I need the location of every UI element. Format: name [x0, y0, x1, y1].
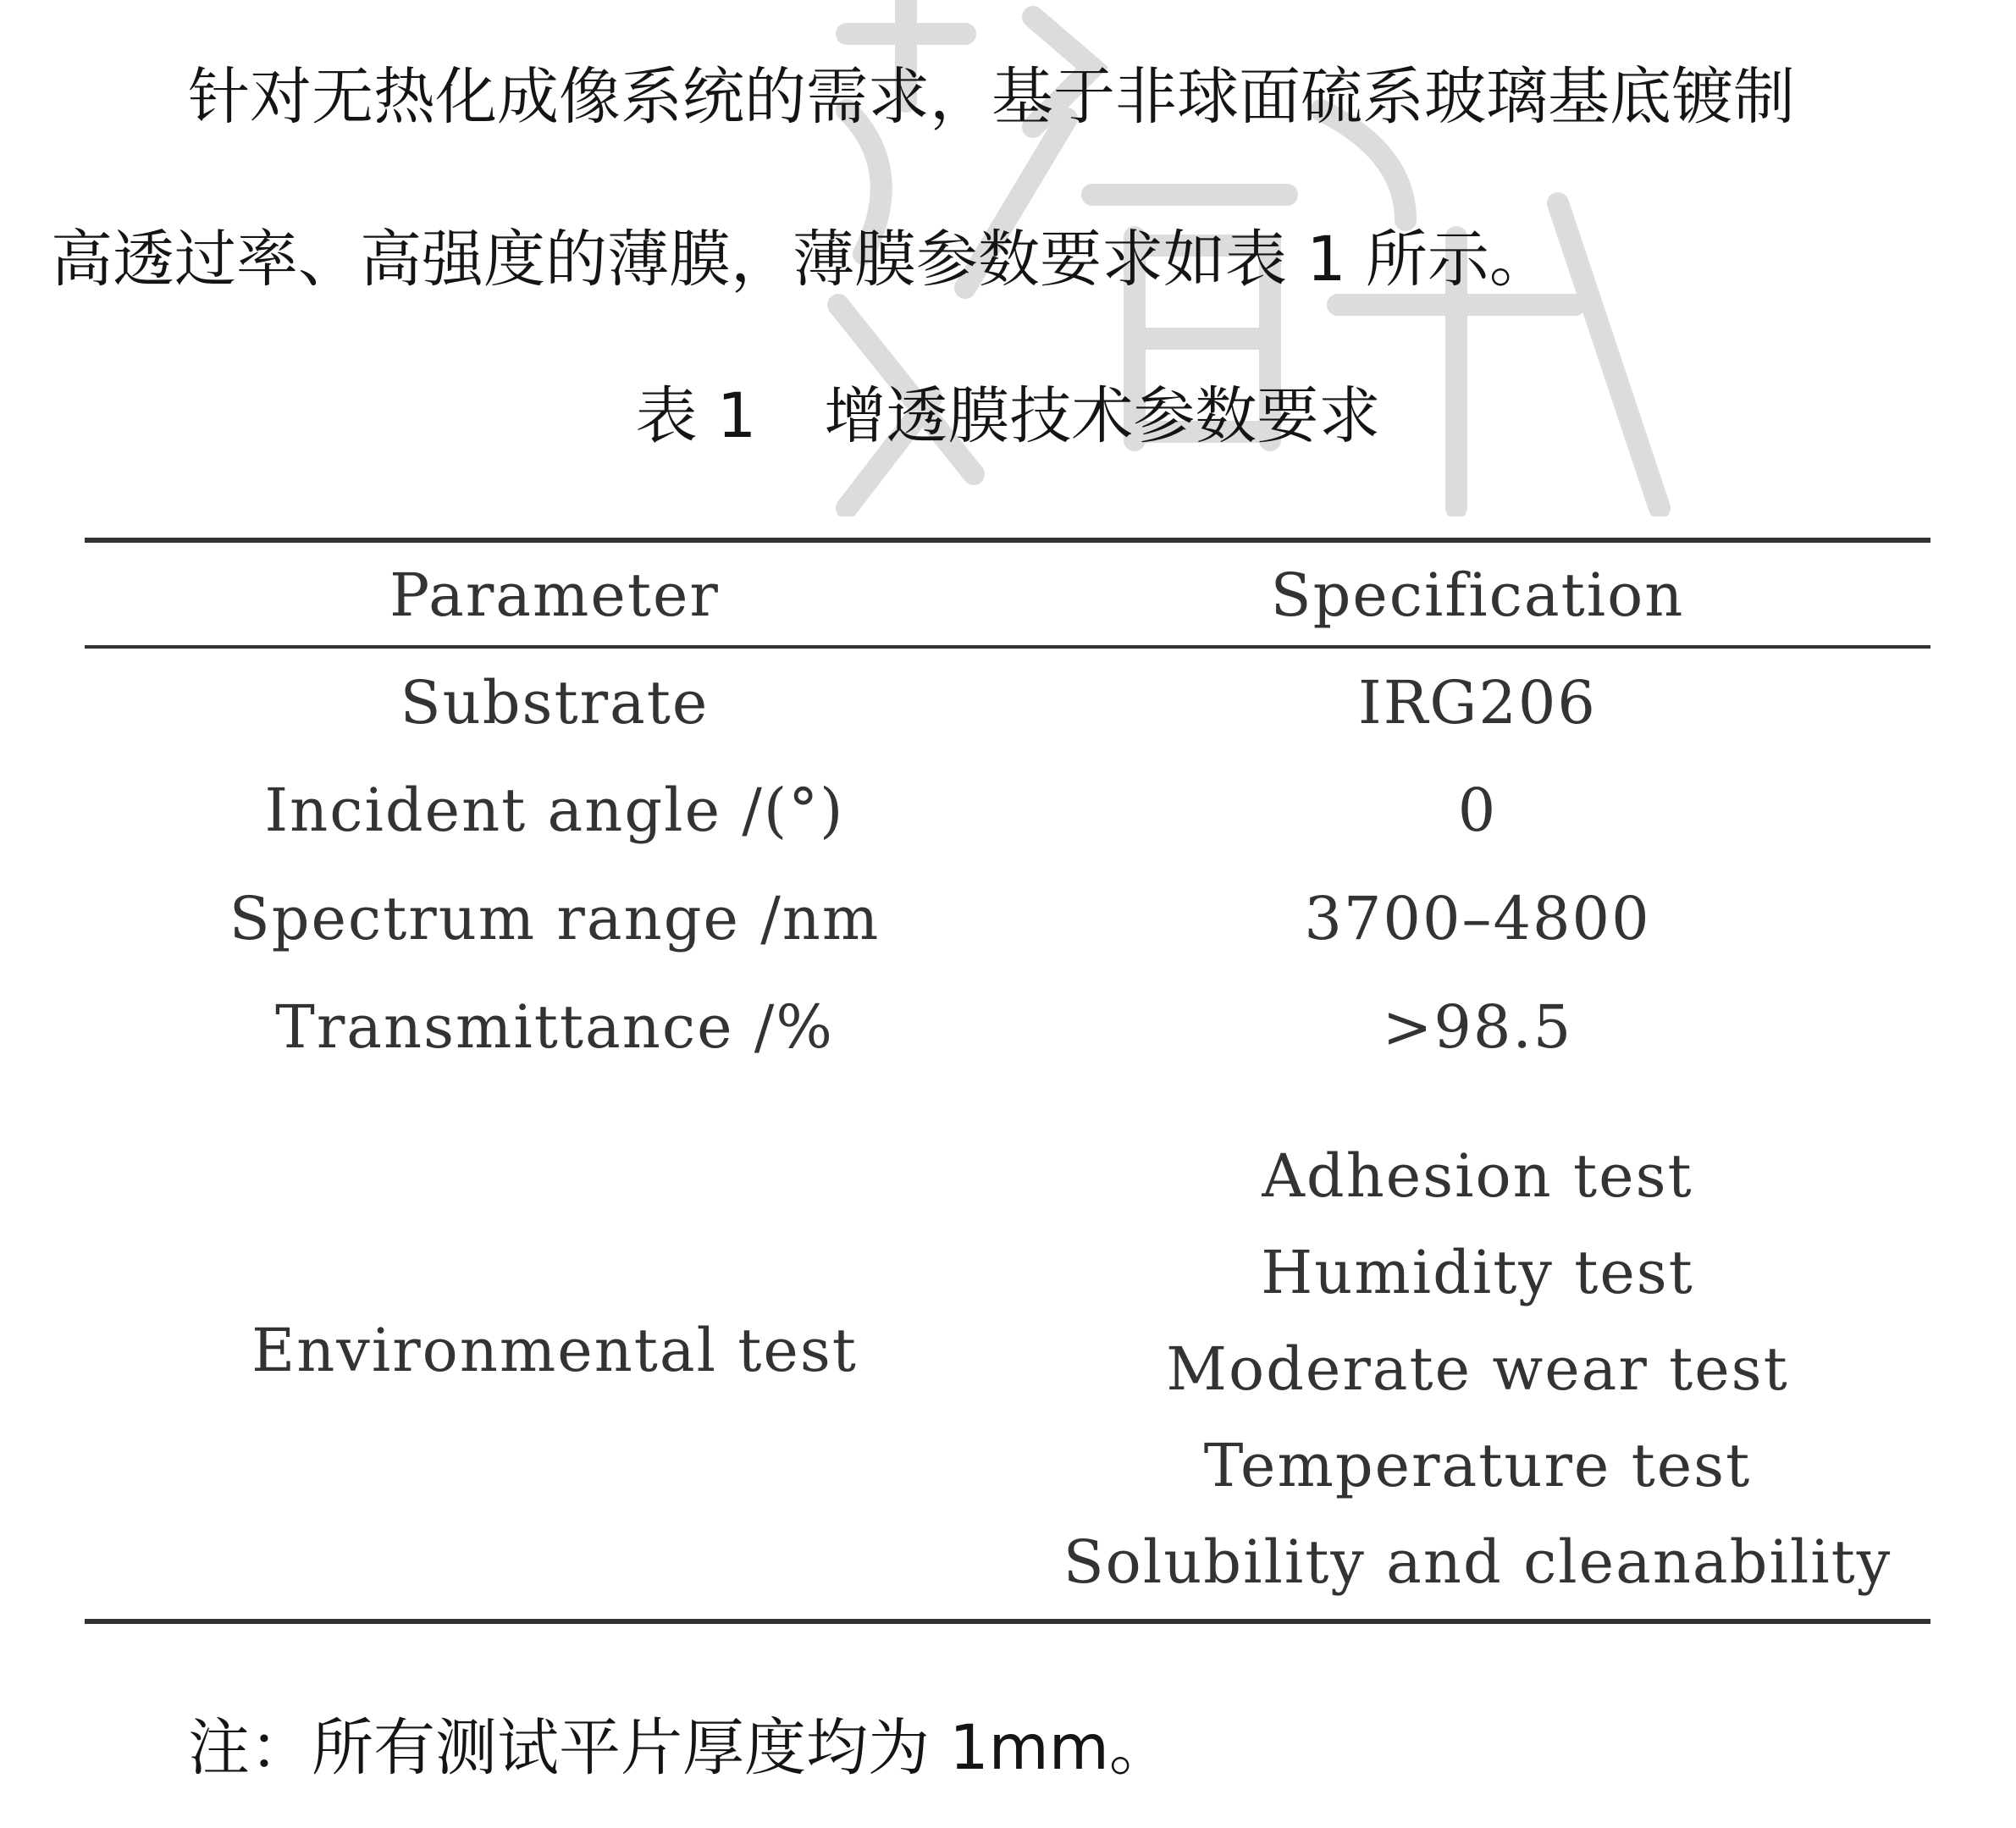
table-caption — [0, 380, 2016, 452]
environmental-test-list — [1008, 1128, 1947, 1610]
row-substrate-specification: IRG206 — [1358, 668, 1597, 737]
table-caption-number: 表 1 — [635, 380, 757, 452]
row-environmental-parameter: Environmental test — [251, 1316, 858, 1385]
table-note: 注：所有测试平片厚度均为 1mm。 — [188, 1712, 1171, 1784]
list-item: Humidity test — [1261, 1238, 1694, 1307]
list-item: Temperature test — [1203, 1431, 1752, 1500]
header-parameter: Parameter — [389, 561, 720, 630]
table-top-rule — [85, 538, 1930, 543]
row-incident-angle-specification: 0 — [1457, 776, 1498, 845]
row-spectrum-range-specification: 3700–4800 — [1304, 884, 1651, 953]
list-item: Moderate wear test — [1166, 1334, 1789, 1404]
row-substrate-parameter: Substrate — [400, 668, 710, 737]
table-caption-title: 增透膜技术参数要求 — [824, 380, 1381, 452]
list-item: Solubility and cleanability — [1063, 1527, 1892, 1597]
row-incident-angle-parameter: Incident angle /(°) — [264, 776, 845, 845]
row-transmittance-specification: >98.5 — [1382, 992, 1573, 1062]
intro-paragraph-line-2: 高透过率、高强度的薄膜，薄膜参数要求如表 1 所示。 — [51, 224, 1551, 295]
list-item: Adhesion test — [1262, 1141, 1693, 1211]
table-bottom-rule — [85, 1619, 1930, 1624]
intro-paragraph-line-1: 针对无热化成像系统的需求，基于非球面硫系玻璃基底镀制 — [188, 61, 1795, 133]
table-header-rule — [85, 645, 1930, 649]
row-spectrum-range-parameter: Spectrum range /nm — [229, 884, 881, 953]
row-transmittance-parameter: Transmittance /% — [275, 992, 834, 1062]
header-specification: Specification — [1270, 561, 1685, 630]
